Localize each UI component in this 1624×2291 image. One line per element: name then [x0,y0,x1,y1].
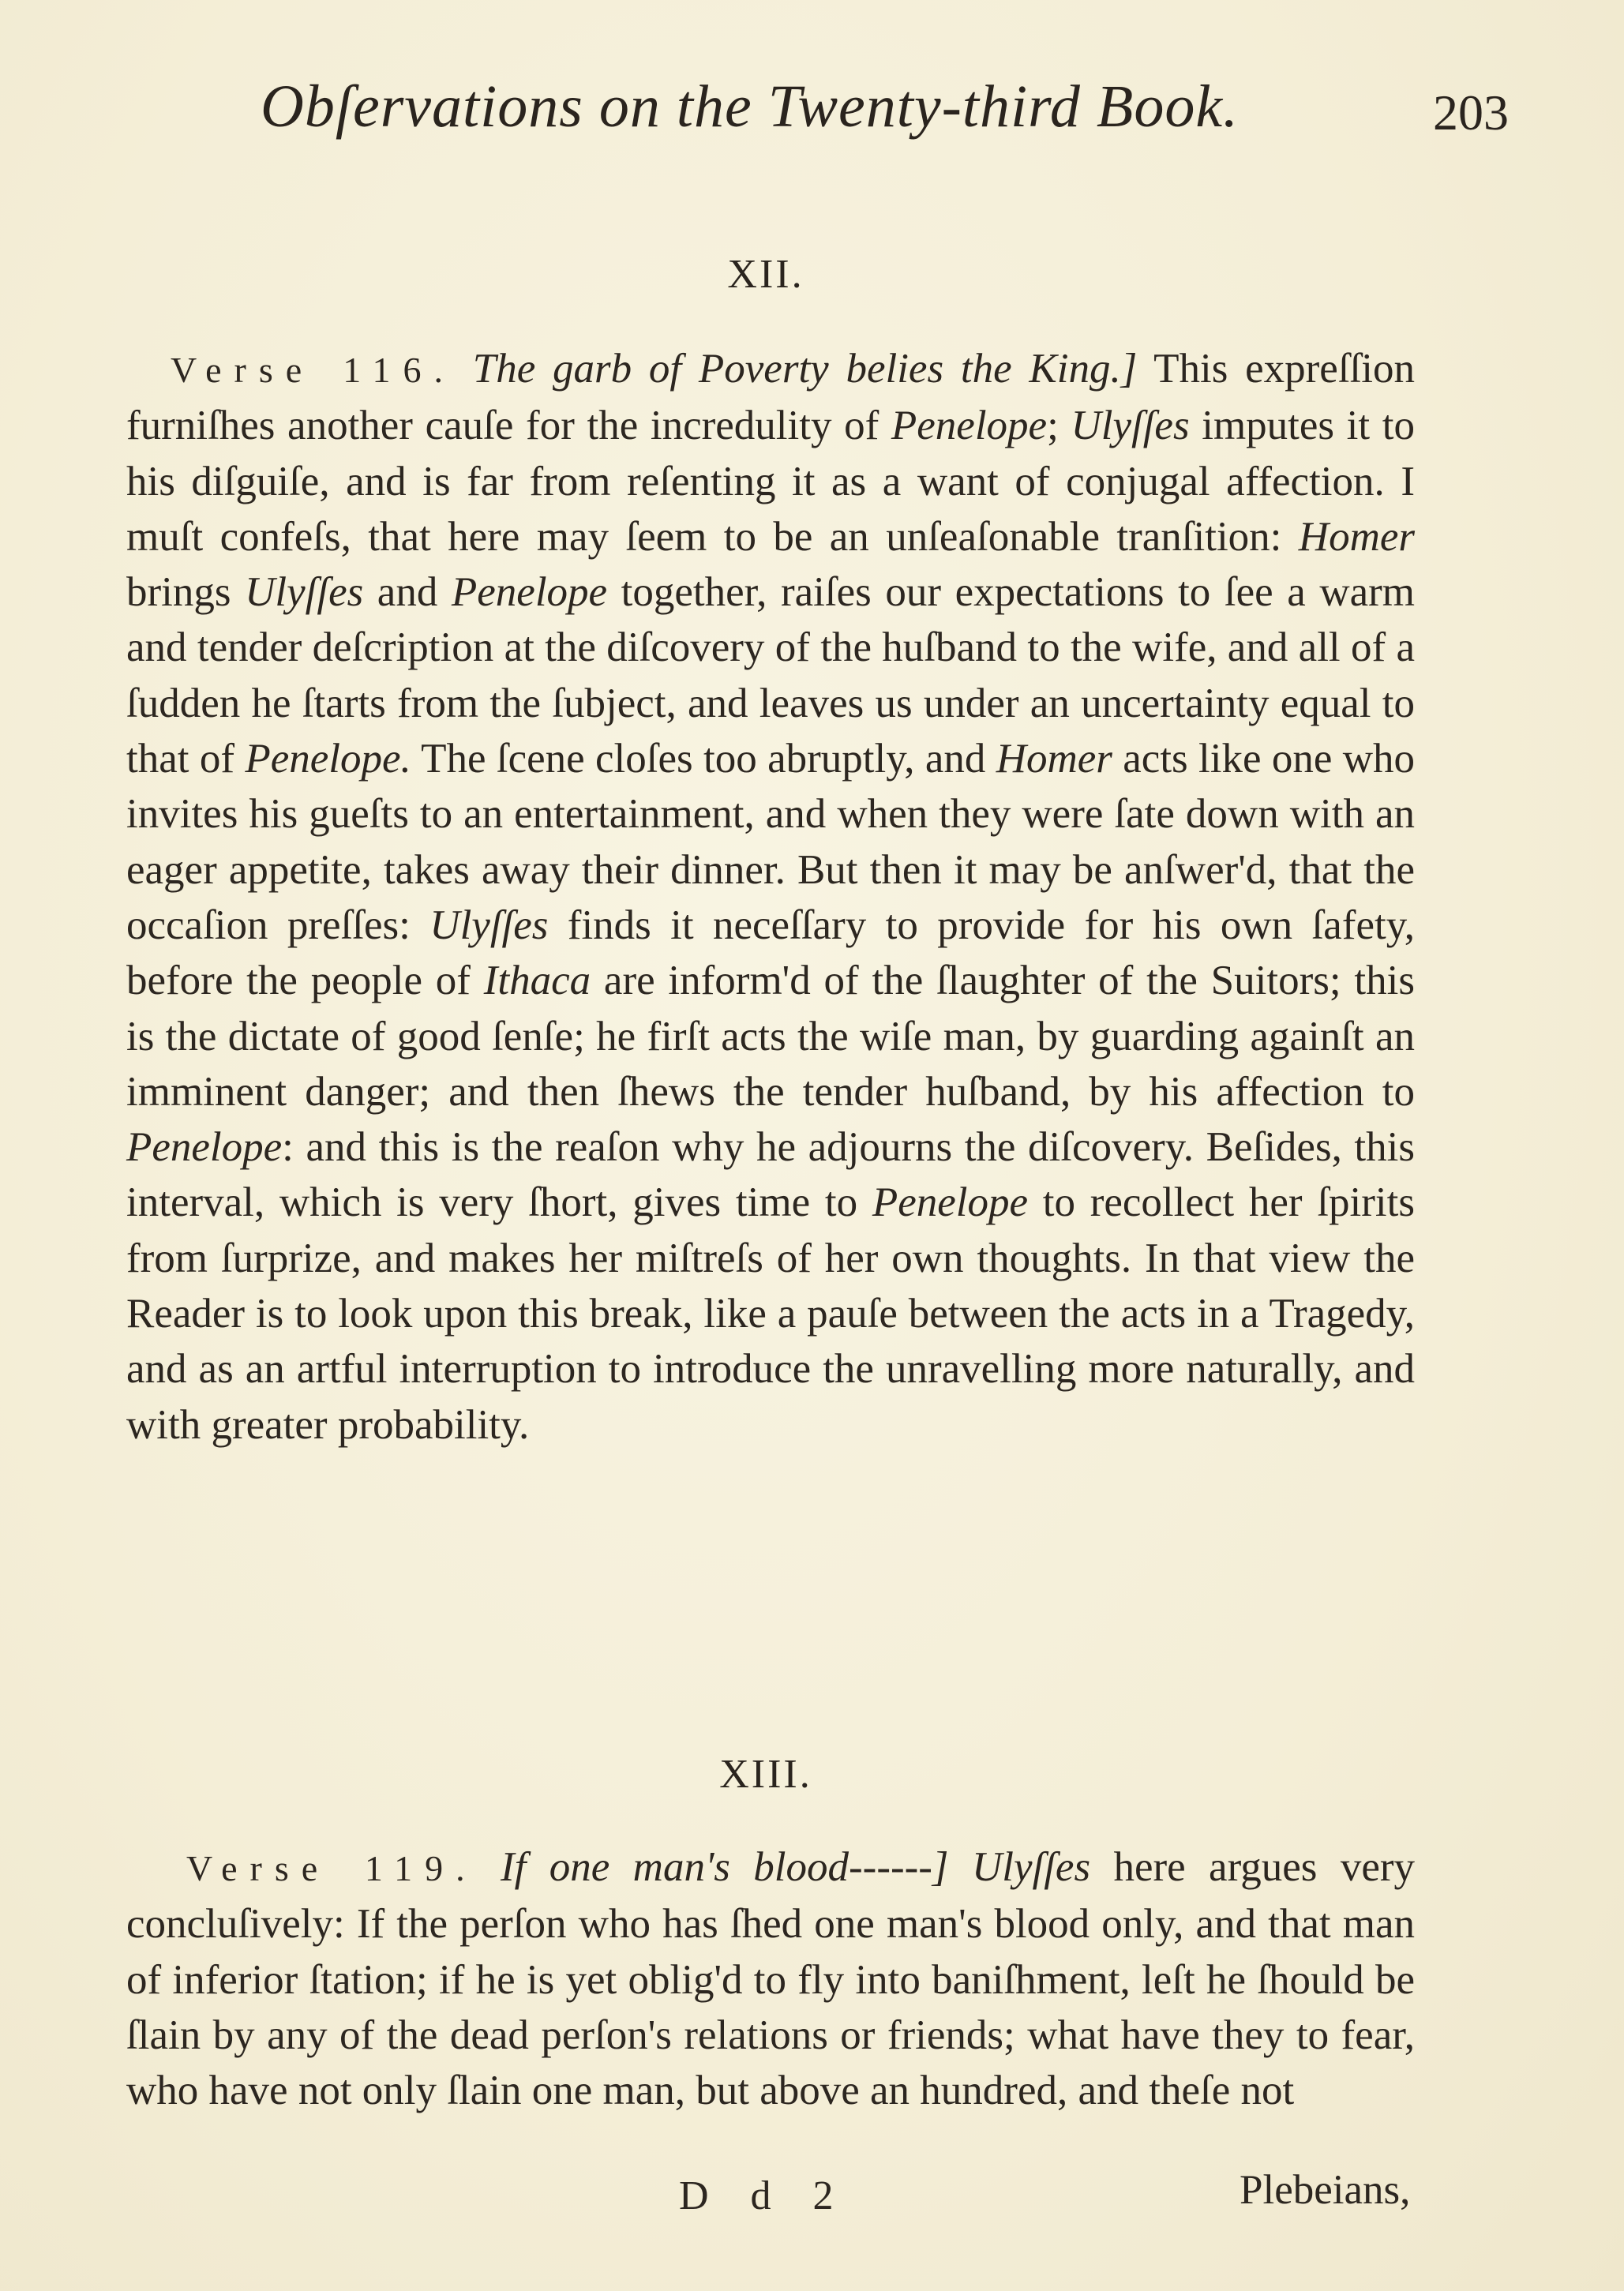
text-run: and [363,569,452,616]
proper-name: Penelope. [245,736,411,782]
text-run: acts like one who invites his gueſts to an entertainment, and when they were ſate down with an eager appetite, takes away their dinner. But then it may be anſwer'd, that the occaſion preſſes: [126,736,1416,948]
proper-name: Homer [996,736,1112,782]
verse-label: Verse 116. [171,350,456,390]
proper-name: Penelope [126,1124,283,1171]
section-heading-xii: XII. [727,252,804,297]
catchword: Plebeians, [1240,2167,1411,2213]
text-run: ; [1047,403,1071,449]
page-header [0,73,1624,159]
text-run: The ſcene cloſes too abruptly, and [411,736,996,782]
text-run: are inform'd of the ſlaughter of the Suitors; this is the dictate of good ſenſe; he firſt acts the wiſe man, by guarding againſt an imminent danger; and then ſhews the tender huſband, by his affection to [126,958,1415,1115]
running-head: Obſervations on the Twenty-third Book. [261,73,1240,140]
proper-name: Penelope [451,569,608,616]
text-run: brings [126,569,246,616]
text-run: to recollect her ſpirits from ſurprize, and makes her miſtreſs of her own thoughts. In that view the Reader is to look upon this break, like a pauſe between the acts in a Tragedy, and as an artful interruption to introduce the unravelling more naturally, and with greater probability. [126,1179,1415,1448]
proper-name: Penelope [872,1179,1028,1226]
text-run: imputes it to his diſguiſe, and is far from reſenting it as a want of conjugal affection. I muſt confeſs, that here may ſeem to be an unſeaſonable tranſition: [126,403,1415,560]
proper-name: Homer [1298,513,1415,560]
proper-name: Ulyſſes [971,1844,1091,1890]
page-footer [0,2167,1624,2228]
proper-name: Ithaca [483,958,591,1004]
verse-label: Verse 119. [186,1848,478,1888]
text-run: This expreſſion furniſhes another cauſe for the incredulity of [126,346,1415,449]
text-run: finds it neceſſary to provide for his own ſafety, before the people of [126,902,1415,1004]
proper-name: Penelope [891,403,1048,449]
lemma: The garb of Poverty belies the King.] [472,346,1138,392]
text-run: here argues very concluſively: If the perſon who has ſhed one man's blood only, and that man of inferior ſtation; if he is yet oblig'd to fly into baniſhment, leſt he ſhould be ſlain by any of the dead perſon's relations or friends; what have they to fear, who have not only ſlain one man, but above an hundred, and theſe not [126,1844,1415,2114]
text-run: : and this is the reaſon why he adjourns the diſcovery. Beſides, this interval, which is very ſhort, gives time to [126,1124,1415,1226]
annotation-paragraph-xii [126,341,1415,1453]
section-heading-xiii: XIII. [719,1752,812,1797]
proper-name: Ulyſſes [429,902,549,948]
annotation-paragraph-xiii [126,1839,1415,2118]
proper-name: Ulyſſes [1071,403,1190,449]
text-run [949,1844,972,1890]
proper-name: Ulyſſes [245,569,364,616]
page-number: 203 [1433,84,1509,141]
lemma: If one man's blood------] [501,1844,949,1890]
signature-mark: D d 2 [679,2173,850,2218]
text-run: together, raiſes our expectations to ſee a warm and tender deſcription at the diſcovery of the huſband to the wife, and all of a ſudden he ſtarts from the ſubject, and leaves us under an uncertainty equal to that of [126,569,1416,782]
